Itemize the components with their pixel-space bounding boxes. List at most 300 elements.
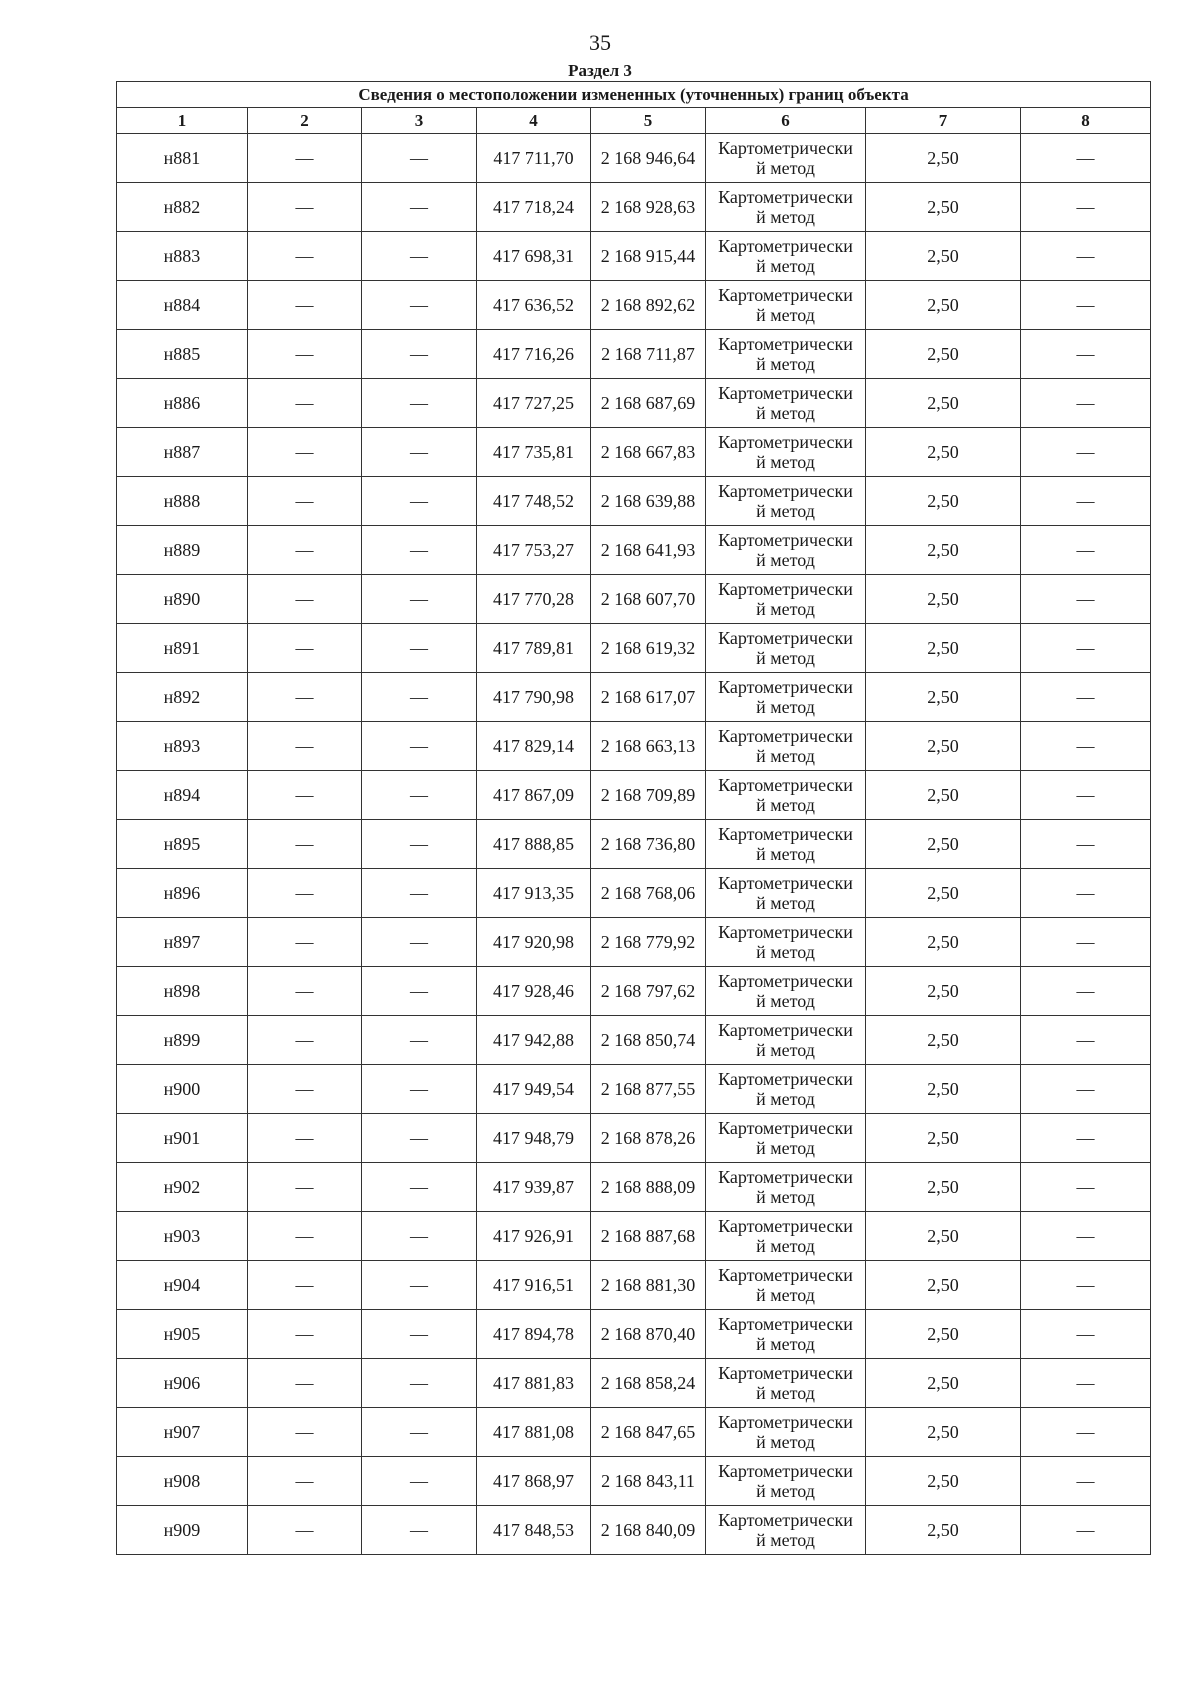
y-coordinate-cell: 2 168 946,64 — [591, 134, 706, 183]
accuracy-cell: 2,50 — [866, 134, 1021, 183]
method-text-line-1: Картометрически — [718, 922, 853, 942]
x-coordinate-cell: 417 748,52 — [477, 477, 591, 526]
column-3-cell: — — [362, 428, 477, 477]
method-cell — [706, 1408, 866, 1457]
y-coordinate-cell: 2 168 619,32 — [591, 624, 706, 673]
x-coordinate-cell: 417 949,54 — [477, 1065, 591, 1114]
point-cell: н909 — [117, 1506, 248, 1555]
point-cell: н904 — [117, 1261, 248, 1310]
table-row — [117, 477, 1151, 526]
column-number: 6 — [706, 108, 866, 134]
point-cell: н900 — [117, 1065, 248, 1114]
method-cell — [706, 673, 866, 722]
point-cell: н881 — [117, 134, 248, 183]
y-coordinate-cell: 2 168 915,44 — [591, 232, 706, 281]
method-cell — [706, 1506, 866, 1555]
table-row — [117, 1261, 1151, 1310]
y-coordinate-cell: 2 168 736,80 — [591, 820, 706, 869]
accuracy-cell: 2,50 — [866, 379, 1021, 428]
y-coordinate-cell: 2 168 711,87 — [591, 330, 706, 379]
method-text-line-2: й метод — [756, 1383, 815, 1403]
accuracy-cell: 2,50 — [866, 1457, 1021, 1506]
method-text-line-1: Картометрически — [718, 481, 853, 501]
method-text-line-1: Картометрически — [718, 1510, 853, 1530]
y-coordinate-cell: 2 168 878,26 — [591, 1114, 706, 1163]
method-cell — [706, 1212, 866, 1261]
column-2-cell: — — [248, 1163, 362, 1212]
method-text-line-1: Картометрически — [718, 236, 853, 256]
accuracy-cell: 2,50 — [866, 183, 1021, 232]
column-number: 5 — [591, 108, 706, 134]
method-text-line-1: Картометрически — [718, 1069, 853, 1089]
column-2-cell: — — [248, 1506, 362, 1555]
column-2-cell: — — [248, 477, 362, 526]
y-coordinate-cell: 2 168 797,62 — [591, 967, 706, 1016]
point-cell: н901 — [117, 1114, 248, 1163]
point-cell: н888 — [117, 477, 248, 526]
method-cell — [706, 281, 866, 330]
x-coordinate-cell: 417 789,81 — [477, 624, 591, 673]
table-row — [117, 1065, 1151, 1114]
table-row — [117, 232, 1151, 281]
method-text-line-1: Картометрически — [718, 187, 853, 207]
point-cell: н905 — [117, 1310, 248, 1359]
accuracy-cell: 2,50 — [866, 1408, 1021, 1457]
y-coordinate-cell: 2 168 928,63 — [591, 183, 706, 232]
method-text-line-1: Картометрически — [718, 1461, 853, 1481]
y-coordinate-cell: 2 168 887,68 — [591, 1212, 706, 1261]
column-2-cell: — — [248, 1212, 362, 1261]
method-cell — [706, 771, 866, 820]
method-text-line-2: й метод — [756, 1040, 815, 1060]
column-3-cell: — — [362, 1310, 477, 1359]
method-cell — [706, 820, 866, 869]
method-text-line-1: Картометрически — [718, 1020, 853, 1040]
y-coordinate-cell: 2 168 877,55 — [591, 1065, 706, 1114]
accuracy-cell: 2,50 — [866, 1310, 1021, 1359]
column-8-cell: — — [1021, 1457, 1151, 1506]
column-8-cell: — — [1021, 477, 1151, 526]
y-coordinate-cell: 2 168 858,24 — [591, 1359, 706, 1408]
method-text-line-2: й метод — [756, 1285, 815, 1305]
y-coordinate-cell: 2 168 840,09 — [591, 1506, 706, 1555]
column-3-cell: — — [362, 1457, 477, 1506]
point-cell: н885 — [117, 330, 248, 379]
column-3-cell: — — [362, 673, 477, 722]
column-8-cell: — — [1021, 379, 1151, 428]
column-8-cell: — — [1021, 1310, 1151, 1359]
method-cell — [706, 624, 866, 673]
column-2-cell: — — [248, 967, 362, 1016]
column-3-cell: — — [362, 1163, 477, 1212]
column-3-cell: — — [362, 1506, 477, 1555]
method-text-line-1: Картометрически — [718, 138, 853, 158]
method-cell — [706, 918, 866, 967]
accuracy-cell: 2,50 — [866, 1016, 1021, 1065]
table-caption: Сведения о местоположении измененных (уточненных) границ объекта — [117, 82, 1151, 108]
method-cell — [706, 428, 866, 477]
method-text-line-2: й метод — [756, 354, 815, 374]
column-3-cell: — — [362, 1261, 477, 1310]
accuracy-cell: 2,50 — [866, 428, 1021, 477]
column-numbers-row — [117, 108, 1151, 134]
table-row — [117, 1310, 1151, 1359]
table-row — [117, 771, 1151, 820]
column-8-cell: — — [1021, 1065, 1151, 1114]
boundary-coordinates-table — [116, 81, 1151, 1555]
x-coordinate-cell: 417 916,51 — [477, 1261, 591, 1310]
column-number: 1 — [117, 108, 248, 134]
table-row — [117, 1016, 1151, 1065]
page-number: 35 — [589, 30, 611, 55]
method-text-line-1: Картометрически — [718, 971, 853, 991]
method-cell — [706, 1114, 866, 1163]
accuracy-cell: 2,50 — [866, 330, 1021, 379]
table-row — [117, 624, 1151, 673]
y-coordinate-cell: 2 168 607,70 — [591, 575, 706, 624]
method-cell — [706, 1310, 866, 1359]
column-3-cell: — — [362, 526, 477, 575]
column-3-cell: — — [362, 771, 477, 820]
column-2-cell: — — [248, 1408, 362, 1457]
method-text-line-2: й метод — [756, 1187, 815, 1207]
column-8-cell: — — [1021, 428, 1151, 477]
point-cell: н906 — [117, 1359, 248, 1408]
method-cell — [706, 1065, 866, 1114]
column-number: 4 — [477, 108, 591, 134]
table-row — [117, 428, 1151, 477]
method-cell — [706, 183, 866, 232]
y-coordinate-cell: 2 168 663,13 — [591, 722, 706, 771]
x-coordinate-cell: 417 926,91 — [477, 1212, 591, 1261]
table-row — [117, 1506, 1151, 1555]
method-text-line-1: Картометрически — [718, 1265, 853, 1285]
accuracy-cell: 2,50 — [866, 575, 1021, 624]
y-coordinate-cell: 2 168 870,40 — [591, 1310, 706, 1359]
method-text-line-1: Картометрически — [718, 677, 853, 697]
x-coordinate-cell: 417 867,09 — [477, 771, 591, 820]
x-coordinate-cell: 417 636,52 — [477, 281, 591, 330]
column-2-cell: — — [248, 330, 362, 379]
point-cell: н883 — [117, 232, 248, 281]
x-coordinate-cell: 417 881,83 — [477, 1359, 591, 1408]
column-8-cell: — — [1021, 1261, 1151, 1310]
table-row — [117, 820, 1151, 869]
column-8-cell: — — [1021, 1506, 1151, 1555]
method-text-line-1: Картометрически — [718, 628, 853, 648]
y-coordinate-cell: 2 168 768,06 — [591, 869, 706, 918]
method-text-line-1: Картометрически — [718, 1363, 853, 1383]
accuracy-cell: 2,50 — [866, 1212, 1021, 1261]
method-text-line-1: Картометрически — [718, 579, 853, 599]
x-coordinate-cell: 417 939,87 — [477, 1163, 591, 1212]
y-coordinate-cell: 2 168 892,62 — [591, 281, 706, 330]
column-8-cell: — — [1021, 183, 1151, 232]
x-coordinate-cell: 417 727,25 — [477, 379, 591, 428]
method-cell — [706, 1457, 866, 1506]
table-row — [117, 134, 1151, 183]
column-2-cell: — — [248, 1310, 362, 1359]
column-2-cell: — — [248, 771, 362, 820]
method-cell — [706, 1359, 866, 1408]
method-text-line-2: й метод — [756, 1138, 815, 1158]
method-text-line-2: й метод — [756, 207, 815, 227]
method-text-line-1: Картометрически — [718, 383, 853, 403]
column-3-cell: — — [362, 820, 477, 869]
accuracy-cell: 2,50 — [866, 1506, 1021, 1555]
x-coordinate-cell: 417 881,08 — [477, 1408, 591, 1457]
accuracy-cell: 2,50 — [866, 1114, 1021, 1163]
y-coordinate-cell: 2 168 847,65 — [591, 1408, 706, 1457]
column-2-cell: — — [248, 526, 362, 575]
accuracy-cell: 2,50 — [866, 1359, 1021, 1408]
method-cell — [706, 526, 866, 575]
method-cell — [706, 1261, 866, 1310]
method-text-line-2: й метод — [756, 403, 815, 423]
y-coordinate-cell: 2 168 639,88 — [591, 477, 706, 526]
column-8-cell: — — [1021, 722, 1151, 771]
table-row — [117, 918, 1151, 967]
table-row — [117, 379, 1151, 428]
point-cell: н896 — [117, 869, 248, 918]
section-title: Раздел 3 — [568, 61, 632, 80]
method-text-line-1: Картометрически — [718, 432, 853, 452]
column-2-cell: — — [248, 183, 362, 232]
column-8-cell: — — [1021, 1114, 1151, 1163]
x-coordinate-cell: 417 829,14 — [477, 722, 591, 771]
method-text-line-2: й метод — [756, 305, 815, 325]
column-2-cell: — — [248, 281, 362, 330]
table-row — [117, 1457, 1151, 1506]
method-text-line-2: й метод — [756, 452, 815, 472]
table-row — [117, 1114, 1151, 1163]
accuracy-cell: 2,50 — [866, 232, 1021, 281]
column-3-cell: — — [362, 183, 477, 232]
column-8-cell: — — [1021, 281, 1151, 330]
point-cell: н887 — [117, 428, 248, 477]
method-text-line-1: Картометрически — [718, 1216, 853, 1236]
method-cell — [706, 330, 866, 379]
column-2-cell: — — [248, 428, 362, 477]
accuracy-cell: 2,50 — [866, 1163, 1021, 1212]
method-text-line-2: й метод — [756, 550, 815, 570]
column-3-cell: — — [362, 1114, 477, 1163]
column-2-cell: — — [248, 722, 362, 771]
method-text-line-2: й метод — [756, 1089, 815, 1109]
column-8-cell: — — [1021, 918, 1151, 967]
column-3-cell: — — [362, 1408, 477, 1457]
method-text-line-1: Картометрически — [718, 1412, 853, 1432]
method-text-line-2: й метод — [756, 1334, 815, 1354]
point-cell: н907 — [117, 1408, 248, 1457]
table-row — [117, 1163, 1151, 1212]
point-cell: н891 — [117, 624, 248, 673]
y-coordinate-cell: 2 168 641,93 — [591, 526, 706, 575]
method-text-line-2: й метод — [756, 256, 815, 276]
point-cell: н894 — [117, 771, 248, 820]
column-3-cell: — — [362, 1065, 477, 1114]
column-8-cell: — — [1021, 967, 1151, 1016]
method-cell — [706, 1163, 866, 1212]
column-2-cell: — — [248, 134, 362, 183]
table-row — [117, 722, 1151, 771]
x-coordinate-cell: 417 790,98 — [477, 673, 591, 722]
method-text-line-2: й метод — [756, 599, 815, 619]
method-text-line-2: й метод — [756, 158, 815, 178]
table-row — [117, 1408, 1151, 1457]
column-3-cell: — — [362, 134, 477, 183]
column-8-cell: — — [1021, 820, 1151, 869]
column-2-cell: — — [248, 918, 362, 967]
point-cell: н902 — [117, 1163, 248, 1212]
column-3-cell: — — [362, 1016, 477, 1065]
method-cell — [706, 134, 866, 183]
column-2-cell: — — [248, 1065, 362, 1114]
method-cell — [706, 722, 866, 771]
x-coordinate-cell: 417 698,31 — [477, 232, 591, 281]
accuracy-cell: 2,50 — [866, 526, 1021, 575]
y-coordinate-cell: 2 168 779,92 — [591, 918, 706, 967]
method-text-line-2: й метод — [756, 1432, 815, 1452]
method-text-line-1: Картометрически — [718, 1118, 853, 1138]
column-8-cell: — — [1021, 575, 1151, 624]
method-text-line-1: Картометрически — [718, 726, 853, 746]
point-cell: н893 — [117, 722, 248, 771]
method-text-line-2: й метод — [756, 844, 815, 864]
column-3-cell: — — [362, 477, 477, 526]
column-2-cell: — — [248, 232, 362, 281]
point-cell: н886 — [117, 379, 248, 428]
accuracy-cell: 2,50 — [866, 477, 1021, 526]
x-coordinate-cell: 417 735,81 — [477, 428, 591, 477]
column-8-cell: — — [1021, 1212, 1151, 1261]
accuracy-cell: 2,50 — [866, 918, 1021, 967]
method-text-line-2: й метод — [756, 501, 815, 521]
method-cell — [706, 967, 866, 1016]
accuracy-cell: 2,50 — [866, 281, 1021, 330]
x-coordinate-cell: 417 894,78 — [477, 1310, 591, 1359]
accuracy-cell: 2,50 — [866, 673, 1021, 722]
column-3-cell: — — [362, 918, 477, 967]
x-coordinate-cell: 417 716,26 — [477, 330, 591, 379]
column-3-cell: — — [362, 232, 477, 281]
method-text-line-2: й метод — [756, 795, 815, 815]
y-coordinate-cell: 2 168 687,69 — [591, 379, 706, 428]
column-3-cell: — — [362, 1359, 477, 1408]
method-text-line-2: й метод — [756, 991, 815, 1011]
column-number: 3 — [362, 108, 477, 134]
accuracy-cell: 2,50 — [866, 624, 1021, 673]
column-8-cell: — — [1021, 330, 1151, 379]
method-text-line-2: й метод — [756, 1236, 815, 1256]
point-cell: н889 — [117, 526, 248, 575]
column-2-cell: — — [248, 624, 362, 673]
method-text-line-2: й метод — [756, 746, 815, 766]
column-8-cell: — — [1021, 526, 1151, 575]
x-coordinate-cell: 417 928,46 — [477, 967, 591, 1016]
table-row — [117, 183, 1151, 232]
column-2-cell: — — [248, 1114, 362, 1163]
method-text-line-1: Картометрически — [718, 824, 853, 844]
point-cell: н903 — [117, 1212, 248, 1261]
table-row — [117, 575, 1151, 624]
y-coordinate-cell: 2 168 709,89 — [591, 771, 706, 820]
accuracy-cell: 2,50 — [866, 722, 1021, 771]
point-cell: н908 — [117, 1457, 248, 1506]
column-2-cell: — — [248, 1359, 362, 1408]
column-2-cell: — — [248, 1261, 362, 1310]
accuracy-cell: 2,50 — [866, 771, 1021, 820]
column-2-cell: — — [248, 575, 362, 624]
method-cell — [706, 1016, 866, 1065]
column-8-cell: — — [1021, 134, 1151, 183]
method-text-line-1: Картометрически — [718, 775, 853, 795]
method-text-line-1: Картометрически — [718, 873, 853, 893]
method-text-line-2: й метод — [756, 1530, 815, 1550]
point-cell: н897 — [117, 918, 248, 967]
point-cell: н895 — [117, 820, 248, 869]
y-coordinate-cell: 2 168 881,30 — [591, 1261, 706, 1310]
method-text-line-1: Картометрически — [718, 1167, 853, 1187]
column-8-cell: — — [1021, 1408, 1151, 1457]
x-coordinate-cell: 417 848,53 — [477, 1506, 591, 1555]
method-cell — [706, 869, 866, 918]
y-coordinate-cell: 2 168 850,74 — [591, 1016, 706, 1065]
method-text-line-2: й метод — [756, 1481, 815, 1501]
table-row — [117, 1212, 1151, 1261]
table-row — [117, 526, 1151, 575]
point-cell: н899 — [117, 1016, 248, 1065]
table-row — [117, 869, 1151, 918]
point-cell: н892 — [117, 673, 248, 722]
column-3-cell: — — [362, 330, 477, 379]
column-3-cell: — — [362, 575, 477, 624]
table-row — [117, 1359, 1151, 1408]
column-2-cell: — — [248, 1016, 362, 1065]
column-3-cell: — — [362, 281, 477, 330]
column-8-cell: — — [1021, 673, 1151, 722]
accuracy-cell: 2,50 — [866, 869, 1021, 918]
method-cell — [706, 232, 866, 281]
accuracy-cell: 2,50 — [866, 820, 1021, 869]
x-coordinate-cell: 417 913,35 — [477, 869, 591, 918]
point-cell: н882 — [117, 183, 248, 232]
method-cell — [706, 379, 866, 428]
table-row — [117, 281, 1151, 330]
method-text-line-2: й метод — [756, 942, 815, 962]
method-text-line-2: й метод — [756, 893, 815, 913]
column-8-cell: — — [1021, 1359, 1151, 1408]
y-coordinate-cell: 2 168 617,07 — [591, 673, 706, 722]
x-coordinate-cell: 417 718,24 — [477, 183, 591, 232]
column-8-cell: — — [1021, 771, 1151, 820]
column-2-cell: — — [248, 869, 362, 918]
point-cell: н890 — [117, 575, 248, 624]
column-number: 2 — [248, 108, 362, 134]
column-3-cell: — — [362, 869, 477, 918]
x-coordinate-cell: 417 868,97 — [477, 1457, 591, 1506]
method-cell — [706, 575, 866, 624]
table-row — [117, 330, 1151, 379]
column-8-cell: — — [1021, 232, 1151, 281]
column-3-cell: — — [362, 379, 477, 428]
column-2-cell: — — [248, 379, 362, 428]
x-coordinate-cell: 417 770,28 — [477, 575, 591, 624]
column-number: 8 — [1021, 108, 1151, 134]
method-text-line-2: й метод — [756, 648, 815, 668]
accuracy-cell: 2,50 — [866, 967, 1021, 1016]
y-coordinate-cell: 2 168 888,09 — [591, 1163, 706, 1212]
